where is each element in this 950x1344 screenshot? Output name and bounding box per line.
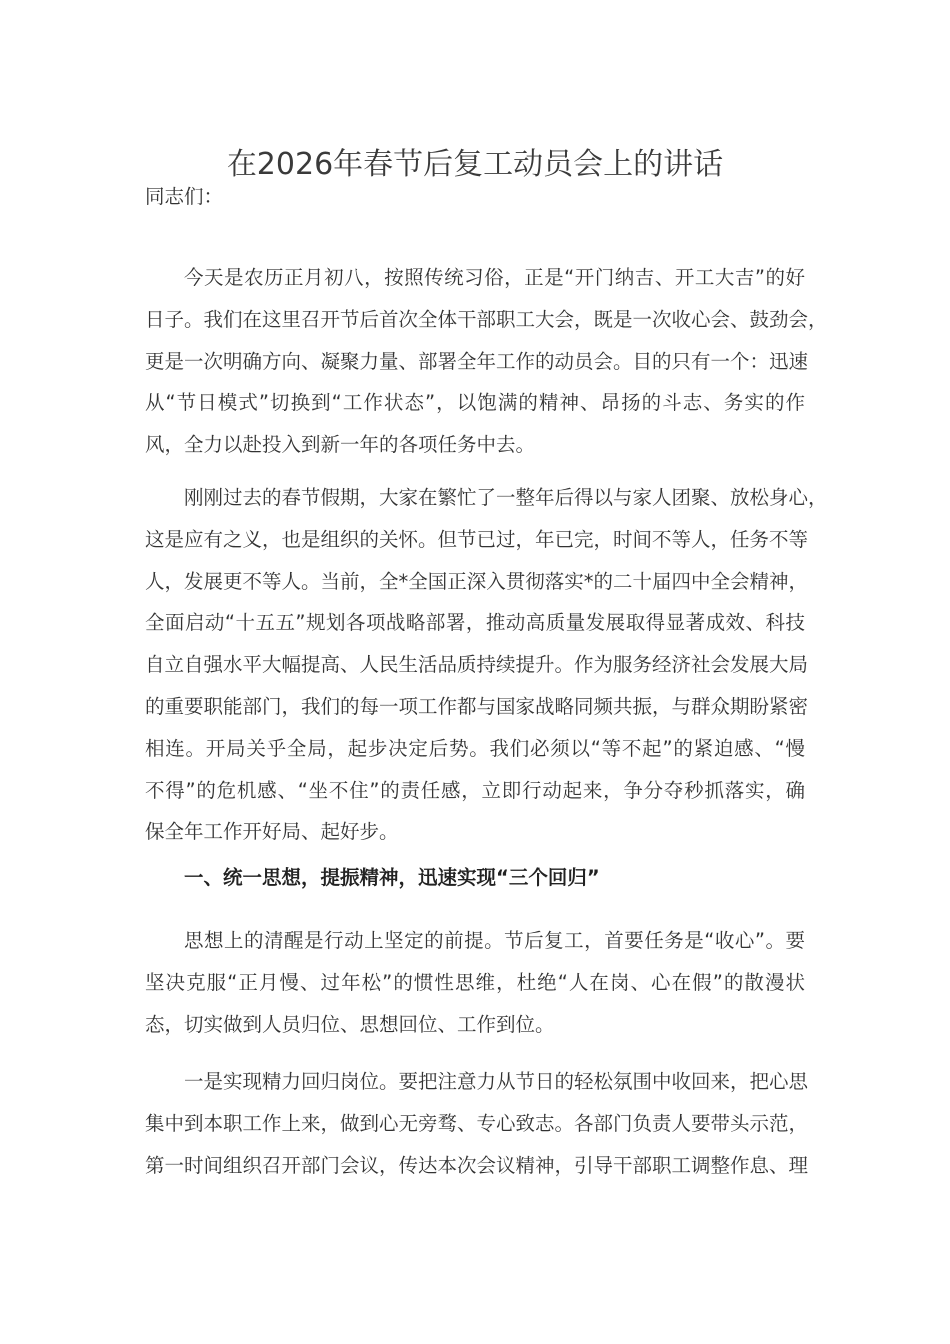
text-line: 这是应有之义，也是组织的关怀。但节已过，年已完，时间不等人，任务不等 [145, 527, 809, 551]
paragraph-1 [145, 257, 828, 466]
text-line: 不得”的危机感、“坐不住”的责任感，立即行动起来，争分夺秒抓落实，确 [145, 778, 805, 802]
text-line: 日子。我们在这里召开节后首次全体干部职工大会，既是一次收心会、鼓劲会， [145, 307, 828, 331]
text-line: 从“节日模式”切换到“工作状态”，以饱满的精神、昂扬的斗志、务实的作 [145, 391, 805, 415]
text-line: 相连。开局关乎全局，起步决定后势。我们必须以“等不起”的紧迫感、“慢 [145, 736, 805, 760]
salutation [145, 176, 805, 218]
paragraph-2 [145, 477, 828, 853]
section-heading-1 [145, 857, 805, 899]
text-line: 保全年工作开好局、起好步。 [145, 820, 399, 844]
text-line: 的重要职能部门，我们的每一项工作都与国家战略同频共振，与群众期盼紧密 [145, 694, 809, 718]
text-line: 今天是农历正月初八，按照传统习俗，正是“开门纳吉、开工大吉”的好 [184, 266, 805, 289]
text-line: 一是实现精力回归岗位。要把注意力从节日的轻松氛围中收回来，把心思 [184, 1070, 809, 1093]
text-line: 风，全力以赴投入到新一年的各项任务中去。 [145, 433, 536, 457]
document-title: 在2026年春节后复工动员会上的讲话 [226, 147, 724, 182]
text-line: 坚决克服“正月慢、过年松”的惯性思维，杜绝“人在岗、心在假”的散漫状 [145, 970, 805, 994]
text-line: 自立自强水平大幅提高、人民生活品质持续提升。作为服务经济社会发展大局 [145, 653, 809, 677]
heading-text: 一、统一思想，提振精神，迅速实现“三个回归” [184, 866, 600, 889]
text-line: 集中到本职工作上来，做到心无旁骛、专心致志。各部门负责人要带头示范， [145, 1111, 809, 1135]
text-line: 人，发展更不等人。当前，全*全国正深入贯彻落实*的二十届四中全会精神， [145, 569, 809, 593]
text-line: 态，切实做到人员归位、思想回位、工作到位。 [145, 1012, 555, 1036]
salutation-text: 同志们： [145, 185, 224, 208]
text-line: 全面启动“十五五”规划各项战略部署，推动高质量发展取得显著成效、科技 [145, 611, 805, 635]
paragraph-3 [145, 920, 805, 1045]
text-line: 刚刚过去的春节假期，大家在繁忙了一整年后得以与家人团聚、放松身心， [184, 486, 828, 509]
text-line: 第一时间组织召开部门会议，传达本次会议精神，引导干部职工调整作息、理 [145, 1153, 809, 1177]
paragraph-4 [145, 1061, 809, 1186]
text-line: 更是一次明确方向、凝聚力量、部署全年工作的动员会。目的只有一个：迅速 [145, 349, 809, 373]
text-line: 思想上的清醒是行动上坚定的前提。节后复工，首要任务是“收心”。要 [184, 929, 805, 952]
